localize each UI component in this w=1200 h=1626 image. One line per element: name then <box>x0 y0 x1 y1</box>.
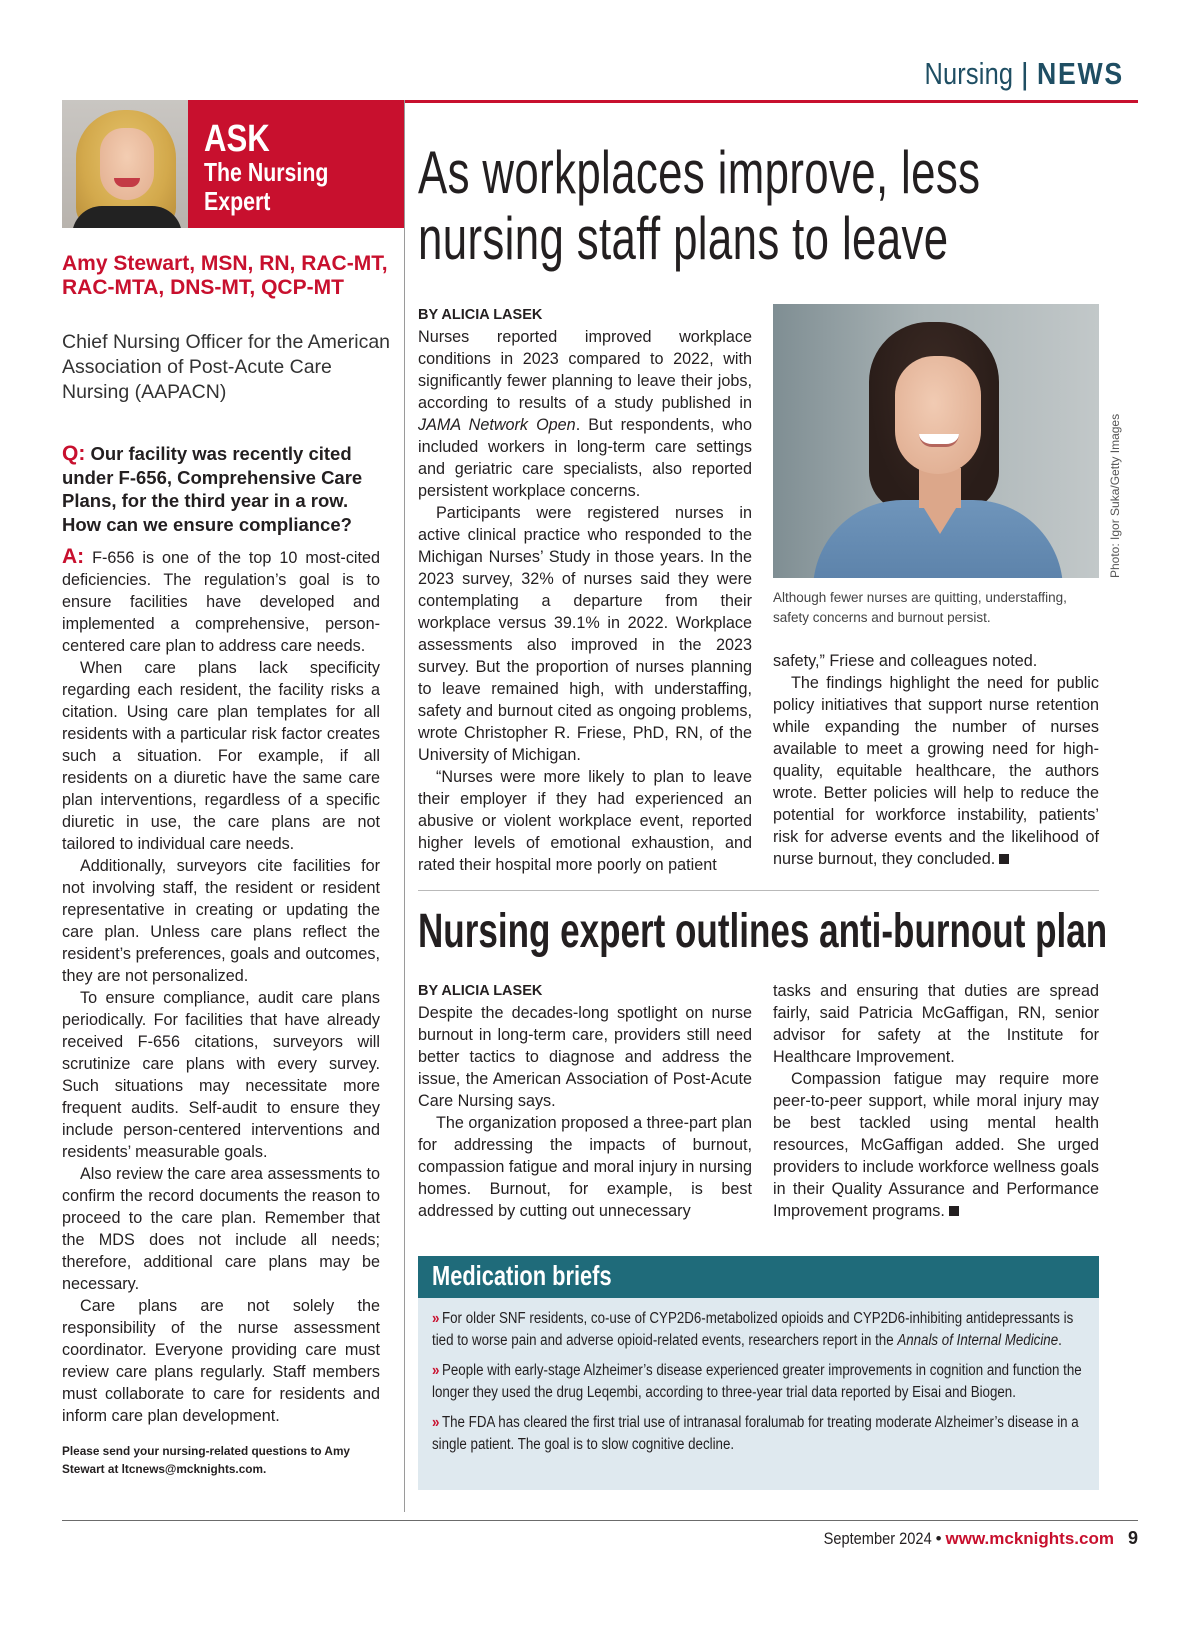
journal-name: Annals of Internal Medicine <box>897 1332 1059 1349</box>
ask-subtitle: The Nursing Expert <box>204 157 329 216</box>
brief-item: » The FDA has cleared the first trial use of intranasal foralumab for treating moderate Alzheimer’s disease in a single patient. The goal is to slow cognitive decline. <box>432 1414 1079 1453</box>
question-mark: Q: <box>62 442 86 465</box>
answer-paragraph: To ensure compliance, audit care plans periodically. For facilities that have already received F-656 citations, surveyors will scrutinize care plans with every survey. Such situations may necessitate more frequent audits. Self-audit to ensure they include person-centered interventions and residents’ measurable goals. <box>62 989 380 1161</box>
answer-paragraph: Also review the care area assessments to confirm the record documents the reason to proceed to the care plan. Remember that the MDS does not include all needs; therefore, additional care plans may be necessary. <box>62 1165 380 1293</box>
article2-paragraph: tasks and ensuring that duties are spread fairly, said Patricia McGaffigan, RN, senior advisor for safety at the Institute for Healthcare Improvement. <box>773 982 1099 1066</box>
ask-banner-text <box>188 100 404 228</box>
answer-paragraph: When care plans lack specificity regarding each resident, the facility risks a citation. Using care plan templates for all residents with a particular risk factor creates such a situation. For example, if all residents on a diuretic have the same care plan interventions, regardless of a specific diuretic in use, the care plans are not tailored to individual care needs. <box>62 659 380 853</box>
answer-mark: A: <box>62 545 85 568</box>
article2-headline: Nursing expert outlines anti-burnout plan <box>418 905 1108 958</box>
medication-briefs-title: Medication briefs <box>432 1260 612 1291</box>
article1-column1 <box>418 304 752 876</box>
question-text: Our facility was recently cited under F-656, Comprehensive Care Plans, for the third year in a row. How can we ensure compliance? <box>62 443 363 535</box>
article1-paragraph: safety,” Friese and colleagues noted. <box>773 652 1038 670</box>
section-name: Nursing <box>923 56 1013 91</box>
ask-title: ASK <box>204 118 270 160</box>
ask-expert-banner <box>62 100 404 228</box>
article2-byline: BY ALICIA LASEK <box>418 983 543 999</box>
question <box>62 442 380 536</box>
section-header <box>905 56 1139 92</box>
article1-paragraph: “Nurses were more likely to plan to leave their employer if they had experienced an abusive or violent workplace event, reported higher levels of emotional exhaustion, and rated their hospital more poorly on patient <box>418 768 752 874</box>
article1-paragraph: Nurses reported improved workplace conditions in 2023 compared to 2022, with significantly fewer planning to leave their jobs, according to results of a study published in JAMA Network Open. But respondents, who included workers in long-term care settings and geriatric care specialists, also reported persistent workplace concerns. <box>418 328 752 500</box>
chevron-right-icon: » <box>432 1362 440 1379</box>
expert-title: Chief Nursing Officer for the American Association of Post-Acute Care Nursing (AAPACN) <box>62 331 391 403</box>
answer-paragraph: A: F-656 is one of the top 10 most-cited deficiencies. The regulation’s goal is to ensure facilities have developed and implemented a comprehensive, person-centered care plan to address care needs. <box>62 545 381 655</box>
article1-byline: BY ALICIA LASEK <box>418 307 543 323</box>
photo-credit: Photo: Igor Suka/Getty Images <box>1108 413 1122 578</box>
article1-paragraph: Participants were registered nurses in active clinical practice who responded to the Michigan Nurses’ Study in those years. In the 2023 survey, 32% of nurses said they were contemplating a departure from their workplace versus 39.1% in 2022. Workplace assessments also improved in the 2023 survey. But the proportion of nurses planning to leave remained high, with understaffing, safety and burnout cited as ongoing problems, wrote Christopher R. Friese, PhD, RN, of the University of Michigan. <box>418 504 752 764</box>
column-divider <box>404 100 405 1512</box>
expert-name: Amy Stewart, MSN, RN, RAC-MT, RAC-MTA, DNS-MT, QCP-MT <box>62 252 388 299</box>
nurse-photo <box>773 304 1099 578</box>
article1-headline: As workplaces improve, less nursing staff plans to leave <box>418 139 981 272</box>
article2-paragraph: The organization proposed a three-part plan for addressing the impacts of burnout, compassion fatigue and moral injury in nursing homes. Burnout, for example, is best addressed by cutting out unnecessary <box>418 1114 752 1220</box>
chevron-right-icon: » <box>432 1310 440 1327</box>
section-separator: | <box>1020 56 1029 91</box>
issue-date: September 2024 <box>823 1529 932 1548</box>
journal-name: JAMA Network Open <box>418 416 576 434</box>
page-footer <box>806 1528 1138 1549</box>
answer <box>62 546 380 1427</box>
article2-paragraph: Compassion fatigue may require more peer-to-peer support, while moral injury may be best tackled using mental health resources, McGaffigan added. She urged providers to include workforce wellness goals in their Quality Assurance and Performance Improvement programs. <box>773 1070 1099 1220</box>
end-mark <box>949 1206 959 1216</box>
article2-column2 <box>773 980 1099 1222</box>
website-link[interactable]: www.mcknights.com <box>945 1529 1114 1548</box>
chevron-right-icon: » <box>432 1414 440 1431</box>
expert-photo <box>62 100 188 228</box>
send-questions-note: Please send your nursing-related questions to Amy Stewart at ltcnews@mcknights.com. <box>62 1444 350 1476</box>
article1-column2 <box>773 650 1099 870</box>
end-mark <box>999 854 1009 864</box>
article-divider <box>418 890 1099 891</box>
medication-briefs-box <box>418 1256 1099 1490</box>
medication-briefs-header <box>418 1256 1099 1298</box>
brief-item: » People with early-stage Alzheimer’s disease experienced greater improvements in cognition and function the longer they used the drug Leqembi, according to three-year trial data reported by Eisai and Biogen. <box>432 1362 1082 1401</box>
article1-paragraph: The findings highlight the need for public policy initiatives that support nurse retention while expanding the number of nurses available to meet a growing need for high-quality, equitable healthcare, the authors wrote. Better policies will help to reduce the potential for workforce instability, patients’ risk for adverse events and the likelihood of nurse burnout, they concluded. <box>773 674 1099 868</box>
brief-item: » For older SNF residents, co-use of CYP2D6-metabolized opioids and CYP2D6-inhibiting antidepressants is tied to worse pain and adverse opioid-related events, researchers report in the Annals of Internal Medicine. <box>432 1310 1074 1349</box>
answer-paragraph: Additionally, surveyors cite facilities for not involving staff, the resident or resident representative in creating or updating the care plan. Unless care plans reflect the resident’s preferences, goals and outcomes, they are not personalized. <box>62 857 380 985</box>
footer-dot: • <box>935 1529 942 1548</box>
article2-column1 <box>418 980 752 1222</box>
answer-paragraph: Care plans are not solely the responsibility of the nurse assessment coordinator. Everyone providing care must review care plans regularly. Staff members must collaborate to care for residents and inform care plan development. <box>62 1297 380 1425</box>
page-number: 9 <box>1127 1528 1138 1548</box>
article2-paragraph: Despite the decades-long spotlight on nurse burnout in long-term care, providers still need better tactics to diagnose and address the issue, the American Association of Post-Acute Care Nursing says. <box>418 1004 752 1110</box>
footer-rule <box>62 1520 1138 1521</box>
section-label: NEWS <box>1037 56 1124 91</box>
photo-caption: Although fewer nurses are quitting, understaffing, safety concerns and burnout persist. <box>773 590 1067 625</box>
medication-briefs-list <box>418 1298 1099 1456</box>
